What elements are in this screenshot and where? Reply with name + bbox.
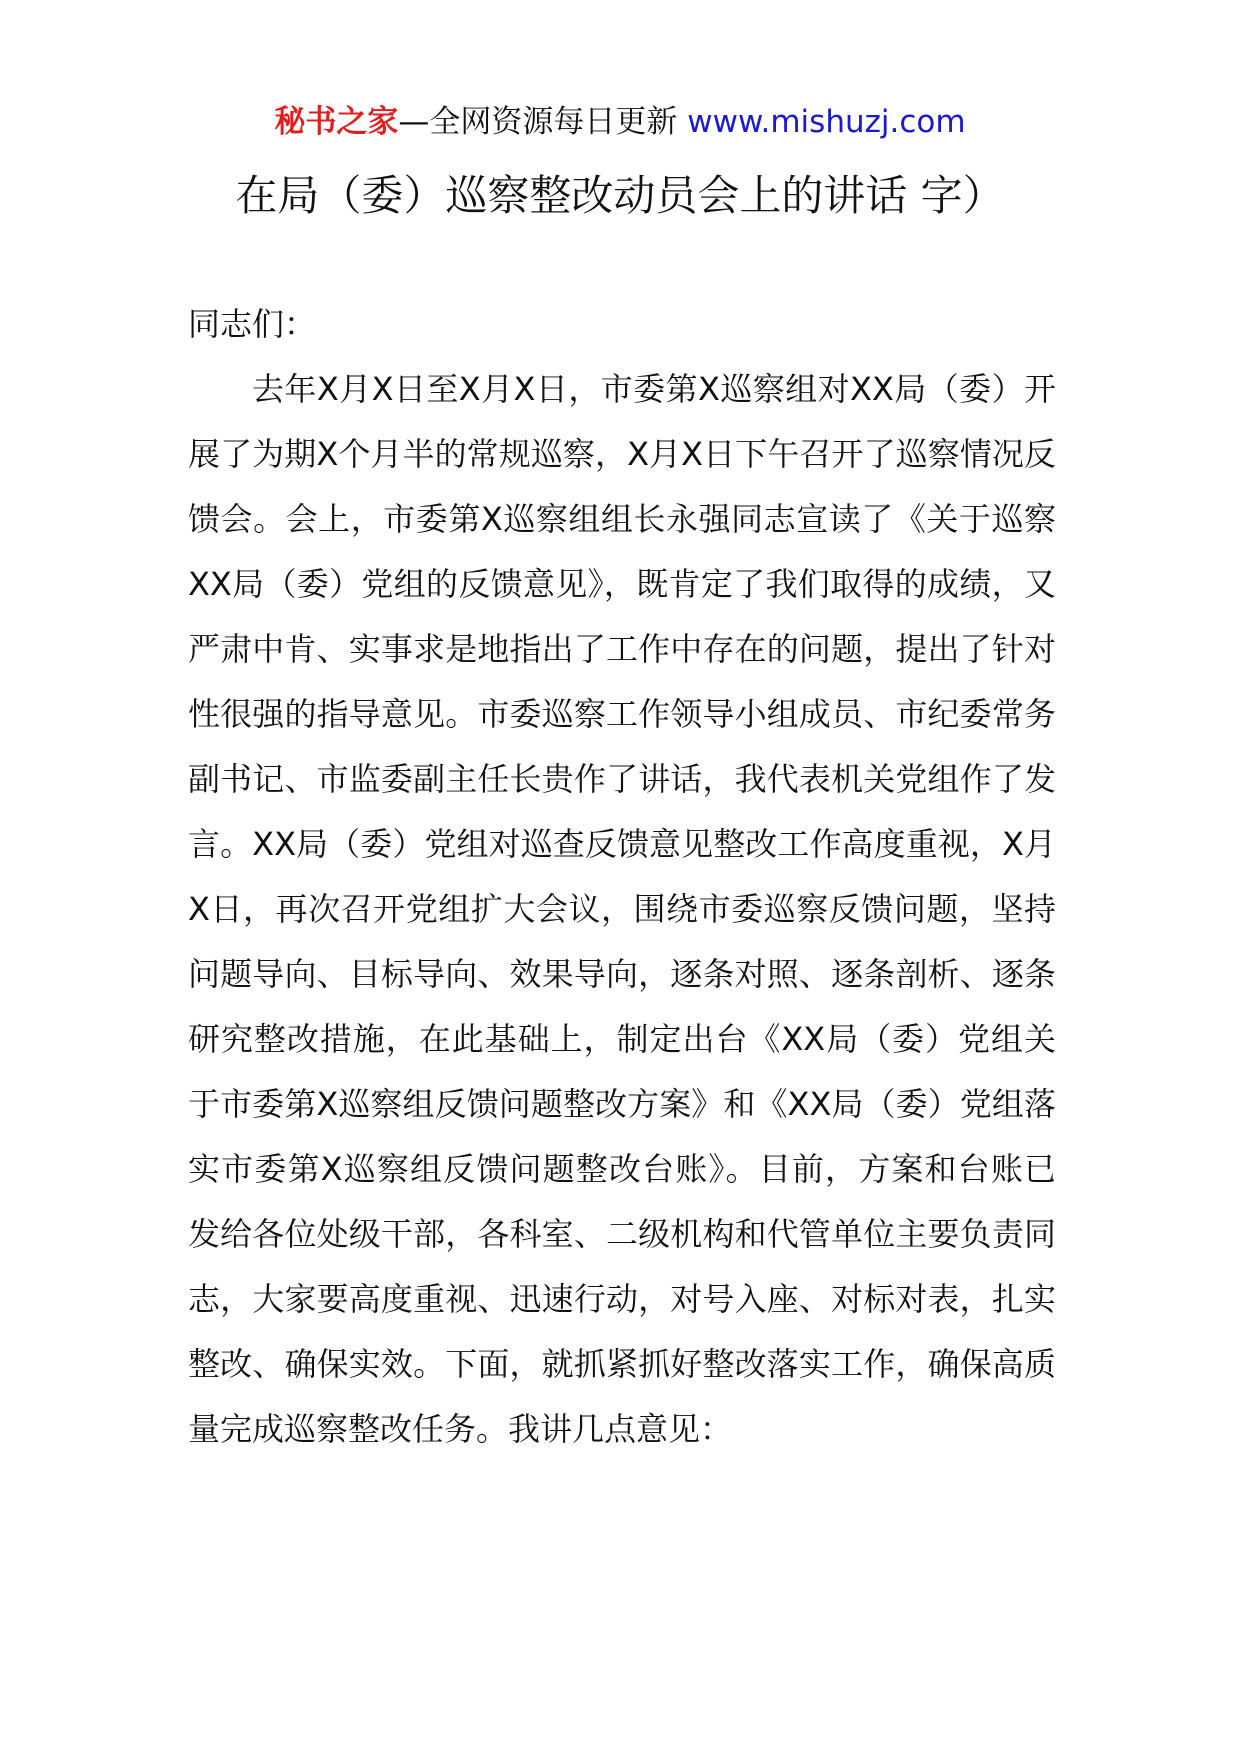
salutation: 同志们： (188, 305, 317, 343)
header-tagline: —全网资源每日更新 (398, 104, 678, 140)
brand-name: 秘书之家 (274, 104, 399, 140)
document-body (188, 292, 1056, 1462)
site-url-link[interactable]: www.mishuzj.com (687, 104, 966, 140)
document-title: 在局（委）巡察整改动员会上的讲话 字） (235, 171, 1005, 220)
watermark-header (0, 100, 1240, 144)
body-paragraph: 去年X月X日至X月X日，市委第X巡察组对XX局（委）开展了为期X个月半的常规巡察，X月X日下午召开了巡察情况反馈会。会上，市委第X巡察组组长永强同志宣读了《关于巡察XX局（委）党组的反馈意见》，既肯定了我们取得的成绩，又严肃中肯、实事求是地指出了工作中存在的问题，提出了针对性很强的指导意见。市委巡察工作领导小组成员、市纪委常务副书记、市监委副主任长贵作了讲话，我代表机关党组作了发言。XX局（委）党组对巡查反馈意见整改工作高度重视，X月X日，再次召开党组扩大会议，围绕市委巡察反馈问题，坚持问题导向、目标导向、效果导向，逐条对照、逐条剖析、逐条研究整改措施，在此基础上，制定出台《XX局（委）党组关于市委第X巡察组反馈问题整改方案》和《XX局（委）党组落实市委第X巡察组反馈问题整改台账》。目前，方案和台账已发给各位处级干部，各科室、二级机构和代管单位主要负责同志，大家要高度重视、迅速行动，对号入座、对标对表，扎实整改、确保实效。下面，就抓紧抓好整改落实工作，确保高质量完成巡察整改任务。我讲几点意见： (188, 370, 1056, 1448)
